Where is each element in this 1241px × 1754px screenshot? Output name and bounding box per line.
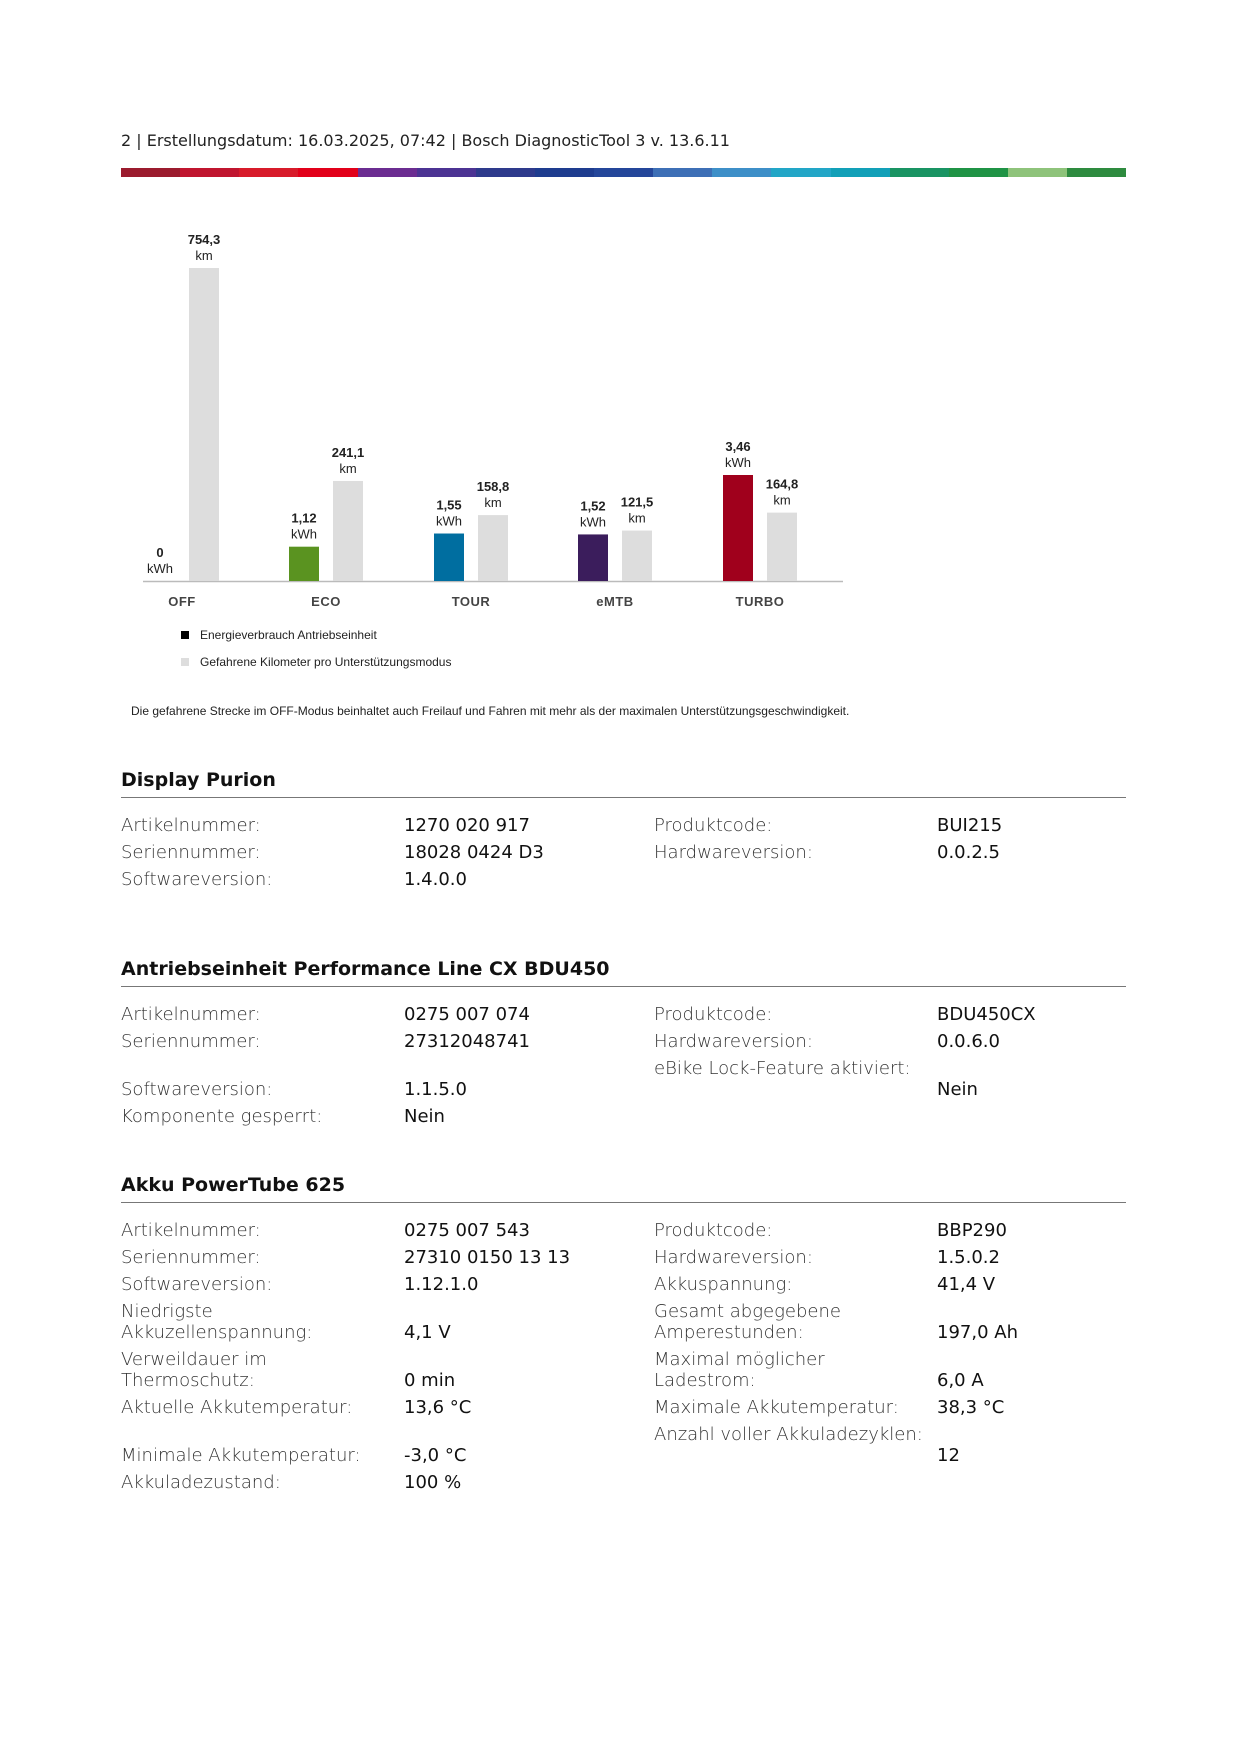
spec-label: Seriennummer: bbox=[121, 1031, 261, 1052]
spec-value: 18028 0424 D3 bbox=[404, 842, 544, 863]
spec-value: 1.4.0.0 bbox=[404, 869, 467, 890]
color-bar-segment bbox=[1008, 168, 1067, 177]
spec-label: Softwareversion: bbox=[121, 1079, 273, 1100]
color-bar-segment bbox=[358, 168, 417, 177]
x-tick-label: TURBO bbox=[735, 594, 785, 609]
chart-footnote: Die gefahrene Strecke im OFF-Modus beinhaltet auch Freilauf und Fahren mit mehr als der maximalen Unterstützungsgeschwindigkeit. bbox=[131, 704, 850, 718]
spec-value: -3,0 °C bbox=[404, 1445, 467, 1466]
spec-label: Komponente gesperrt: bbox=[121, 1106, 323, 1127]
data-label-distance-value: 121,5 bbox=[620, 494, 654, 510]
data-label-distance-unit: km bbox=[484, 495, 502, 511]
spec-value: 1.5.0.2 bbox=[937, 1247, 1000, 1268]
spec-grid bbox=[121, 1004, 1126, 1133]
spec-label: Hardwareversion: bbox=[654, 842, 813, 863]
color-bar-segment bbox=[831, 168, 890, 177]
spec-grid bbox=[121, 1220, 1126, 1499]
spec-label: Maximale Akkutemperatur: bbox=[654, 1397, 899, 1418]
spec-label: Produktcode: bbox=[654, 815, 773, 836]
bar-distance-emtb bbox=[622, 531, 652, 581]
spec-label: Akkuspannung: bbox=[654, 1274, 793, 1295]
data-label-energy-unit: kWh bbox=[291, 526, 317, 542]
spec-value: BBP290 bbox=[937, 1220, 1007, 1241]
color-bar-segment bbox=[239, 168, 298, 177]
section-drive-unit bbox=[121, 958, 1126, 1133]
color-bar-segment bbox=[180, 168, 239, 177]
x-tick-label: eMTB bbox=[596, 594, 634, 609]
color-bar-segment bbox=[949, 168, 1008, 177]
spec-value: 0275 007 074 bbox=[404, 1004, 530, 1025]
color-bar-segment bbox=[712, 168, 771, 177]
data-label-energy-value: 1,12 bbox=[291, 510, 317, 526]
spec-label: Seriennummer: bbox=[121, 1247, 261, 1268]
data-label-distance-value: 164,8 bbox=[765, 476, 799, 492]
spec-label: Akkuladezustand: bbox=[121, 1472, 281, 1493]
data-label-energy-value: 0 bbox=[156, 545, 164, 560]
section-display bbox=[121, 769, 1126, 896]
spec-label: Minimale Akkutemperatur: bbox=[121, 1445, 361, 1466]
data-label-distance-unit: km bbox=[773, 492, 791, 508]
spec-value: 1.1.5.0 bbox=[404, 1079, 467, 1100]
spec-value: BUI215 bbox=[937, 815, 1003, 836]
bar-distance-turbo bbox=[767, 513, 797, 581]
color-bar-segment bbox=[771, 168, 830, 177]
spec-grid bbox=[121, 815, 1126, 896]
spec-value: Nein bbox=[404, 1106, 445, 1127]
brand-color-bar bbox=[121, 168, 1126, 177]
bar-energy-emtb bbox=[578, 534, 608, 581]
color-bar-segment bbox=[1067, 168, 1126, 177]
bar-distance-tour bbox=[478, 515, 508, 581]
x-tick-label: ECO bbox=[311, 594, 341, 609]
data-label-distance-unit: km bbox=[339, 460, 357, 476]
data-label-energy-unit: kWh bbox=[580, 514, 606, 530]
spec-value: 1270 020 917 bbox=[404, 815, 530, 836]
color-bar-segment bbox=[121, 168, 180, 177]
spec-label: Gesamt abgegebene Amperestunden: bbox=[654, 1301, 841, 1343]
data-label-distance-value: 241,1 bbox=[331, 444, 365, 460]
legend-item-energy bbox=[181, 628, 377, 642]
bar-energy-tour bbox=[434, 534, 464, 581]
spec-value: 27310 0150 13 13 bbox=[404, 1247, 571, 1268]
spec-value: 100 % bbox=[404, 1472, 462, 1493]
spec-value: 4,1 V bbox=[404, 1322, 451, 1343]
spec-value: 12 bbox=[937, 1445, 960, 1466]
bar-distance-off bbox=[189, 268, 219, 581]
spec-label: Artikelnummer: bbox=[121, 815, 261, 836]
page-header: 2 | Erstellungsdatum: 16.03.2025, 07:42 | Bosch DiagnosticTool 3 v. 13.6.11 bbox=[121, 131, 730, 150]
spec-value: 0.0.2.5 bbox=[937, 842, 1000, 863]
section-battery bbox=[121, 1174, 1126, 1499]
data-label-distance-unit: km bbox=[628, 510, 646, 526]
spec-label: Seriennummer: bbox=[121, 842, 261, 863]
legend-item-distance bbox=[181, 655, 451, 669]
spec-value: 13,6 °C bbox=[404, 1397, 472, 1418]
x-tick-label: TOUR bbox=[451, 594, 491, 609]
spec-value: 197,0 Ah bbox=[937, 1322, 1018, 1343]
spec-label: Softwareversion: bbox=[121, 869, 273, 890]
section-title: Akku PowerTube 625 bbox=[121, 1174, 1126, 1203]
spec-label: Hardwareversion: bbox=[654, 1247, 813, 1268]
spec-label: eBike Lock-Feature aktiviert: bbox=[654, 1058, 911, 1079]
spec-label: Hardwareversion: bbox=[654, 1031, 813, 1052]
spec-label: Produktcode: bbox=[654, 1220, 773, 1241]
section-title: Antriebseinheit Performance Line CX BDU450 bbox=[121, 958, 1126, 987]
spec-value: Nein bbox=[937, 1079, 978, 1100]
spec-value: 27312048741 bbox=[404, 1031, 530, 1052]
spec-value: 38,3 °C bbox=[937, 1397, 1005, 1418]
spec-value: BDU450CX bbox=[937, 1004, 1036, 1025]
color-bar-segment bbox=[535, 168, 594, 177]
color-bar-segment bbox=[594, 168, 653, 177]
spec-label: Verweildauer im Thermoschutz: bbox=[121, 1349, 267, 1391]
color-bar-segment bbox=[298, 168, 357, 177]
data-label-energy-value: 1,52 bbox=[580, 498, 606, 514]
spec-value: 0275 007 543 bbox=[404, 1220, 530, 1241]
color-bar-segment bbox=[890, 168, 949, 177]
section-title: Display Purion bbox=[121, 769, 1126, 798]
color-bar-segment bbox=[653, 168, 712, 177]
spec-label: Anzahl voller Akkuladezyklen: bbox=[654, 1424, 923, 1445]
color-bar-segment bbox=[417, 168, 476, 177]
x-tick-label: OFF bbox=[168, 594, 196, 609]
spec-label: Artikelnummer: bbox=[121, 1004, 261, 1025]
color-bar-segment bbox=[476, 168, 535, 177]
data-label-energy-unit: kWh bbox=[147, 561, 173, 576]
spec-value: 6,0 A bbox=[937, 1370, 984, 1391]
legend-label-energy: Energieverbrauch Antriebseinheit bbox=[200, 628, 377, 642]
bar-energy-turbo bbox=[723, 475, 753, 581]
mode-usage-bar-chart bbox=[121, 220, 861, 620]
legend-swatch-distance bbox=[181, 658, 189, 666]
legend-swatch-energy bbox=[181, 631, 189, 639]
spec-label: Aktuelle Akkutemperatur: bbox=[121, 1397, 353, 1418]
spec-label: Niedrigste Akkuzellenspannung: bbox=[121, 1301, 313, 1343]
spec-label: Maximal möglicher Ladestrom: bbox=[654, 1349, 825, 1391]
data-label-distance-value: 754,3 bbox=[187, 232, 221, 247]
spec-value: 41,4 V bbox=[937, 1274, 996, 1295]
data-label-energy-value: 3,46 bbox=[725, 439, 751, 454]
bar-distance-eco bbox=[333, 481, 363, 581]
data-label-distance-unit: km bbox=[195, 248, 213, 263]
bar-energy-eco bbox=[289, 547, 319, 581]
legend-label-distance: Gefahrene Kilometer pro Unterstützungsmodus bbox=[200, 655, 452, 669]
spec-label: Softwareversion: bbox=[121, 1274, 273, 1295]
spec-label: Artikelnummer: bbox=[121, 1220, 261, 1241]
spec-label: Produktcode: bbox=[654, 1004, 773, 1025]
spec-value: 0.0.6.0 bbox=[937, 1031, 1000, 1052]
data-label-energy-unit: kWh bbox=[725, 455, 751, 470]
data-label-energy-unit: kWh bbox=[436, 513, 462, 529]
data-label-distance-value: 158,8 bbox=[476, 479, 510, 495]
spec-value: 1.12.1.0 bbox=[404, 1274, 479, 1295]
data-label-energy-value: 1,55 bbox=[436, 497, 462, 513]
spec-value: 0 min bbox=[404, 1370, 456, 1391]
